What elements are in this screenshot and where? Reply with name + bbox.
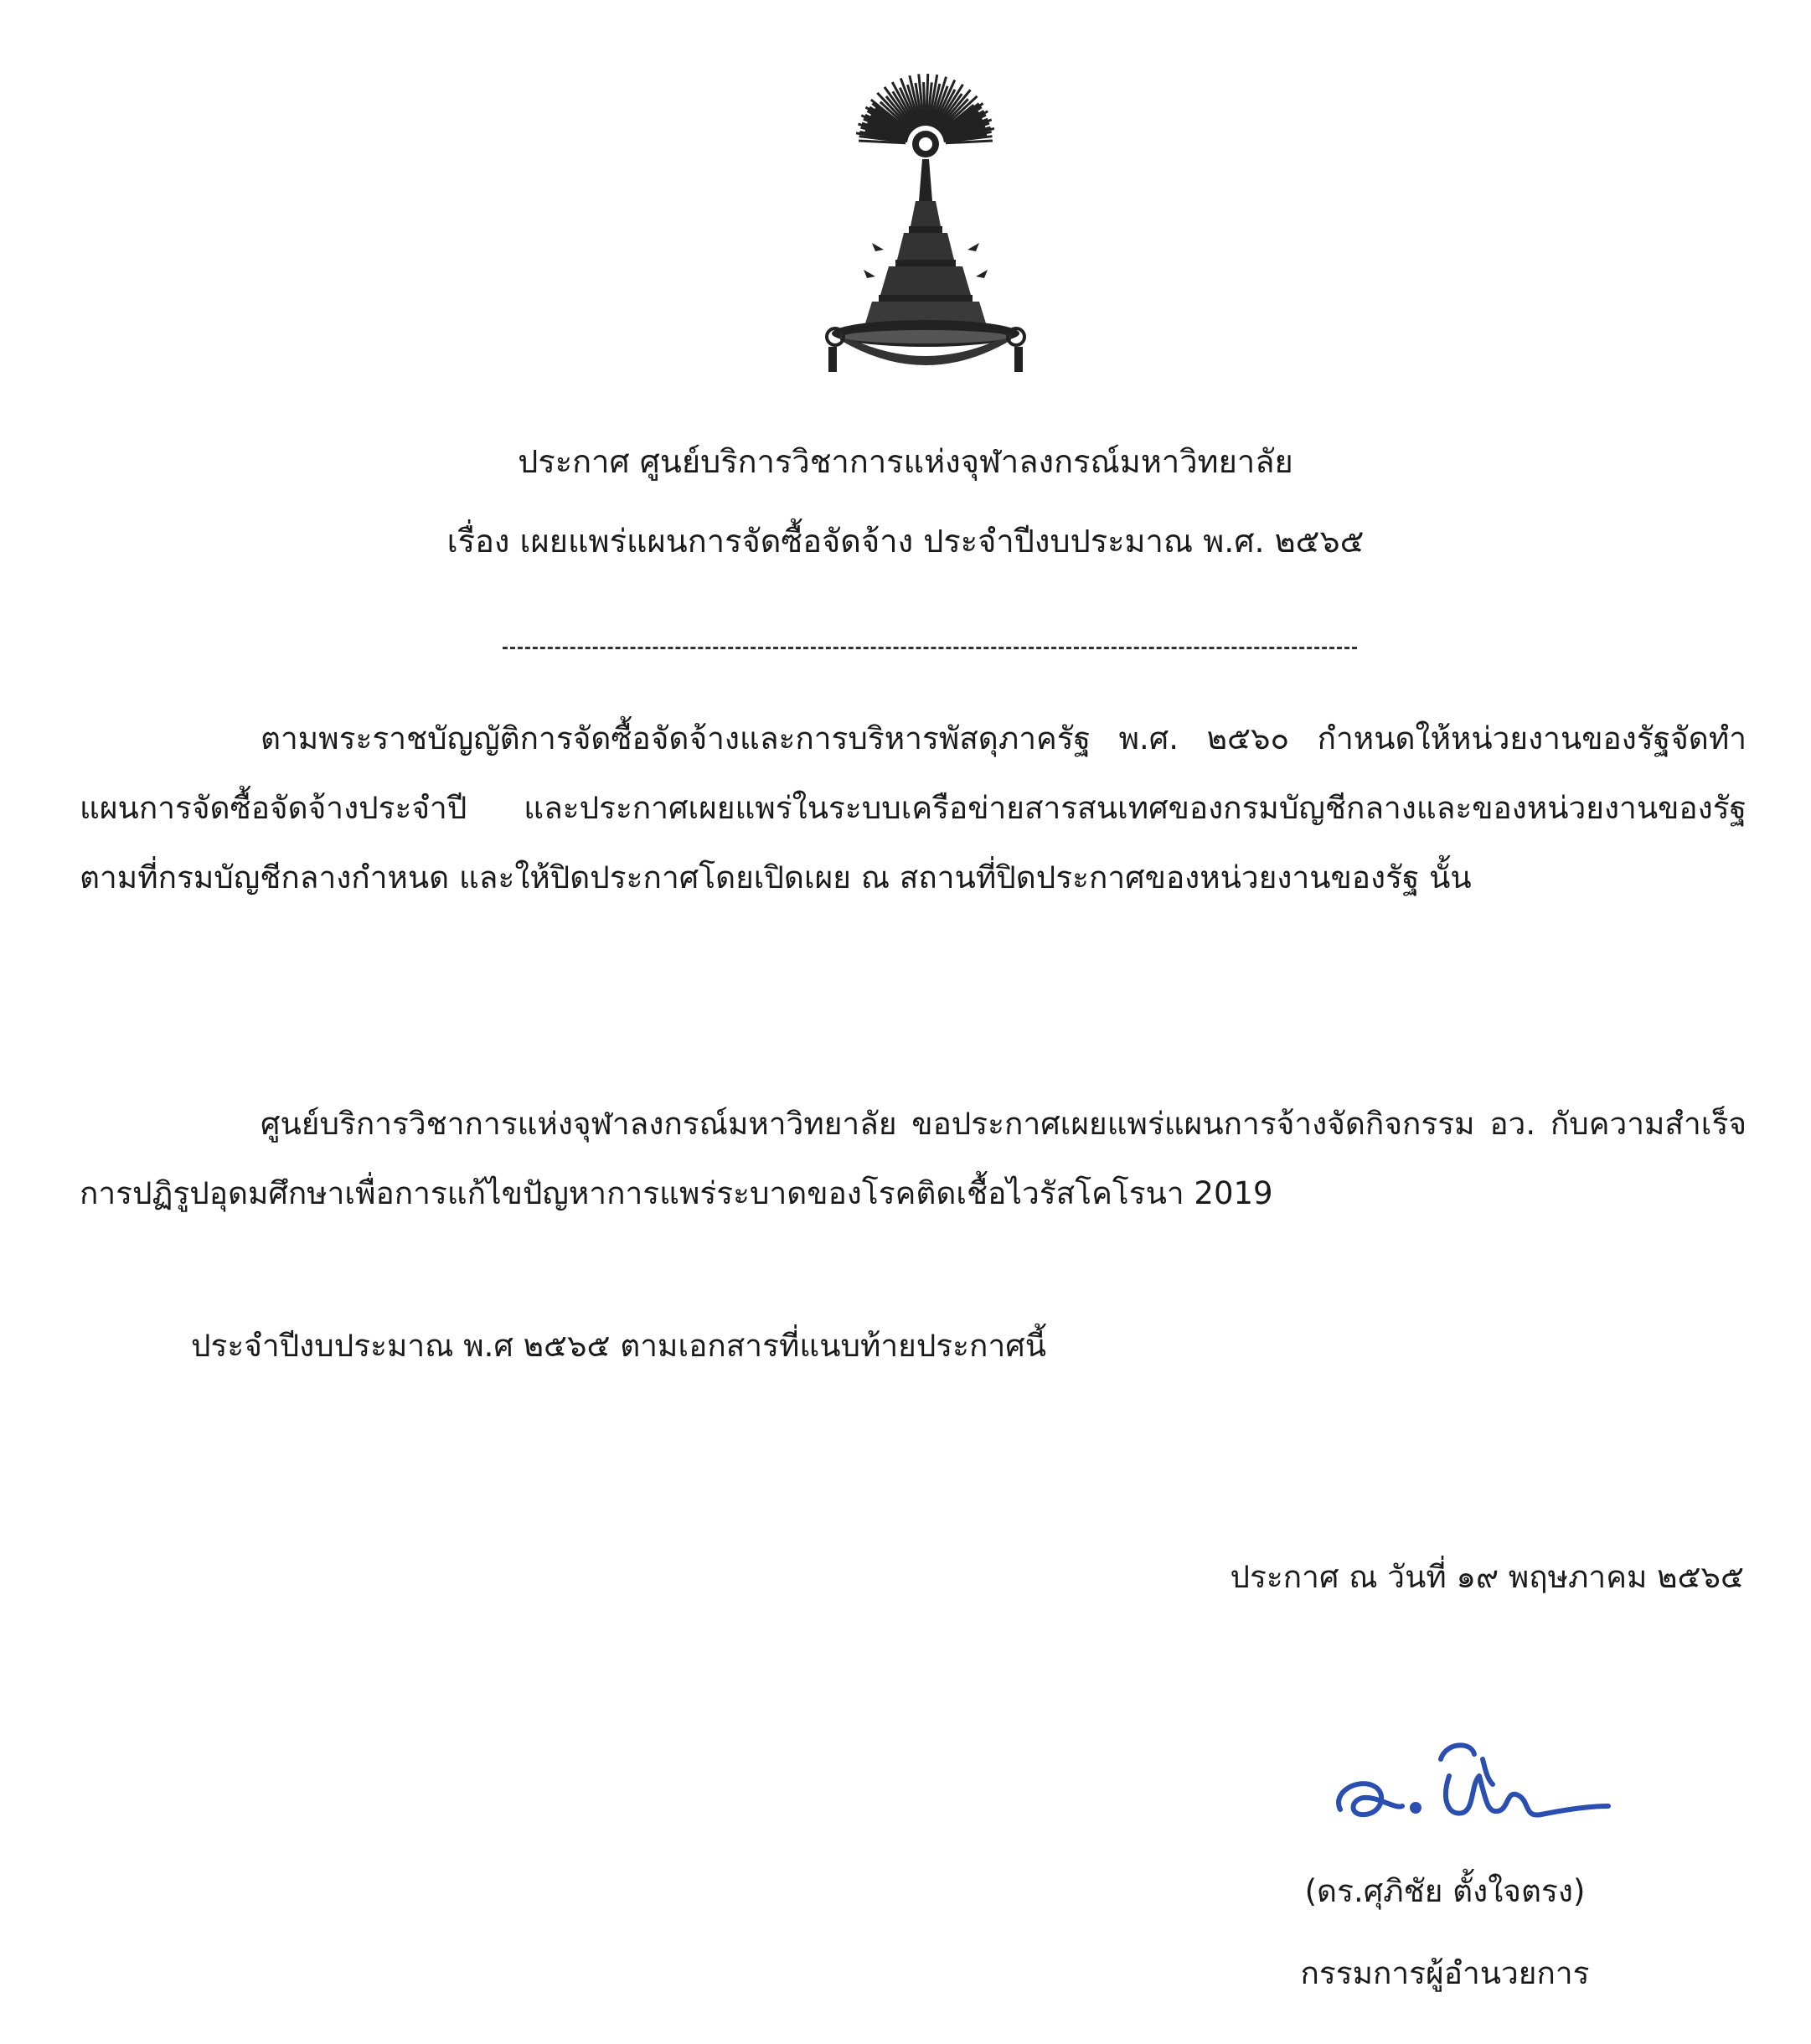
emblem-ray	[924, 82, 926, 126]
university-emblem-icon	[817, 67, 1034, 402]
handwritten-signature	[1315, 1726, 1617, 1843]
signer-title: กรรมการผู้อำนวยการ	[1300, 1955, 1590, 1991]
announcement-title: ประกาศ ศูนย์บริการวิชาการแห่งจุฬาลงกรณ์มหาวิทยาลัย	[518, 443, 1293, 480]
body-paragraph-2: ศูนย์บริการวิชาการแห่งจุฬาลงกรณ์มหาวิทยาลัย ขอประกาศเผยแพร่แผนการจ้างจัดกิจกรรม อว. กับความสำเร็จการปฏิรูปอุดมศึกษาเพื่อการแก้ไขปัญหาการแพร่ระบาดของโรคติดเชื้อไวรัสโคโรนา 2019	[80, 1106, 1747, 1211]
dashed-divider	[503, 647, 1357, 649]
announcement-subject: เรื่อง เผยแพร่แผนการจัดซื้อจัดจ้าง ประจำปีงบประมาณ พ.ศ. ๒๕๖๕	[446, 523, 1365, 560]
signer-name: (ดร.ศุภิชัย ตั้งใจตรง)	[1304, 1873, 1586, 1909]
announcement-date: ประกาศ ณ วันที่ ๑๙ พฤษภาคม ๒๕๖๕	[1230, 1559, 1744, 1595]
body-paragraph-3: ประจำปีงบประมาณ พ.ศ ๒๕๖๕ ตามเอกสารที่แนบท้ายประกาศนี้	[191, 1328, 1047, 1364]
body-paragraph-1: ตามพระราชบัญญัติการจัดซื้อจัดจ้างและการบริหารพัสดุภาครัฐ พ.ศ. ๒๕๖๐ กำหนดให้หน่วยงานของรัฐจัดทำแผนการจัดซื้อจัดจ้างประจำปี และประกาศเผยแพร่ในระบบเครือข่ายสารสนเทศของกรมบัญชีกลางและของหน่วยงานของรัฐตามที่กรมบัญชีกลางกำหนด และให้ปิดประกาศโดยเปิดเผย ณ สถานที่ปิดประกาศของหน่วยงานของรัฐ นั้น	[80, 720, 1747, 896]
